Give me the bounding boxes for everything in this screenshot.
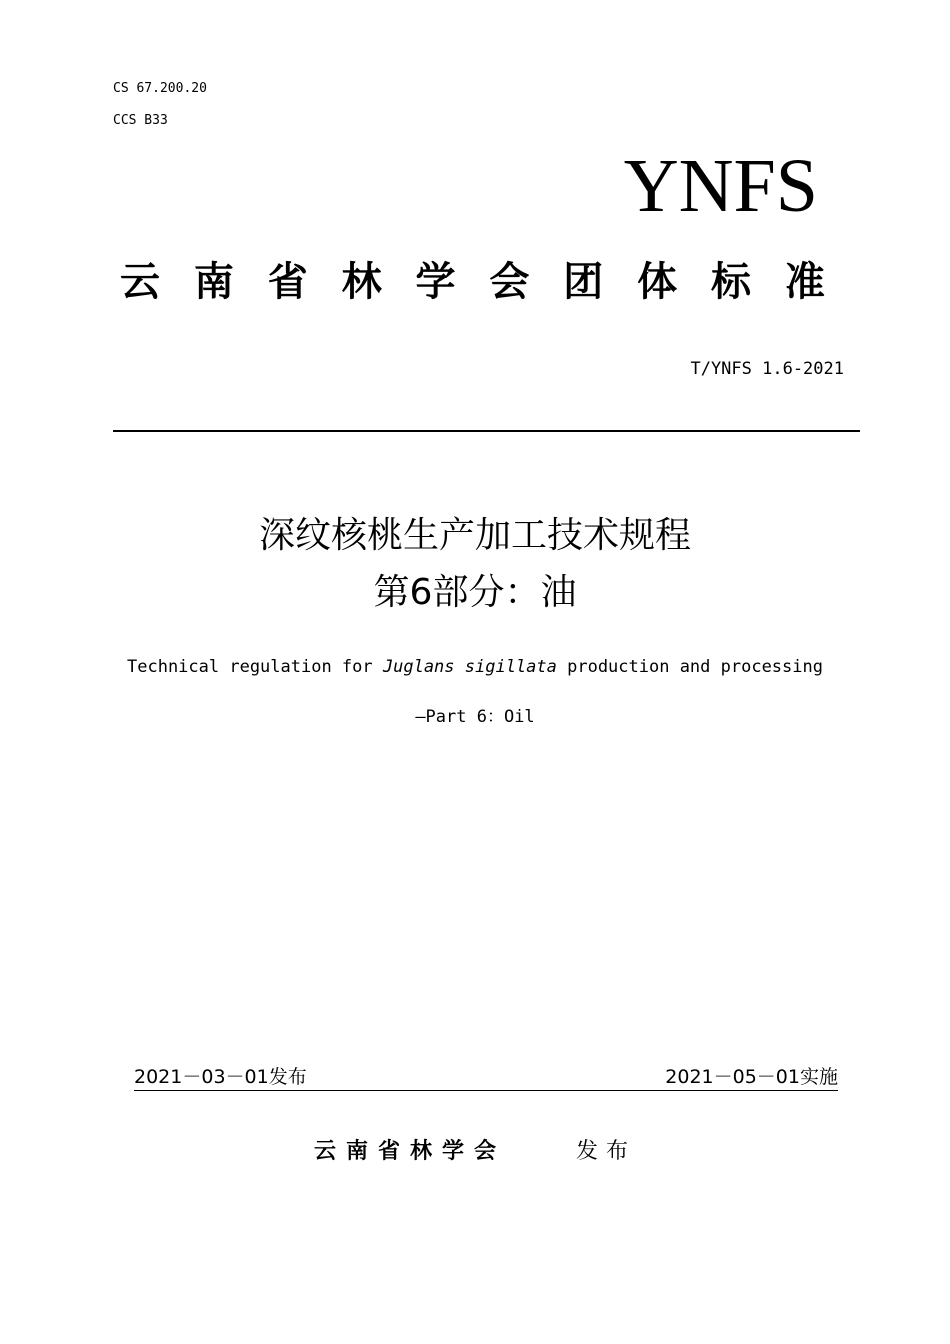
- org-title-char: 省: [267, 259, 308, 305]
- publisher-line: [0, 1134, 950, 1165]
- dates-line: [134, 1062, 838, 1091]
- document-title: 深纹核桃生产加工技术规程: [258, 515, 691, 556]
- org-title-char: 云: [120, 259, 160, 305]
- org-standard-title: [120, 259, 825, 305]
- header-rule: [113, 430, 860, 432]
- english-title-suffix: production and processing: [556, 657, 823, 677]
- standard-number: T/YNFS 1.6-2021: [690, 359, 844, 379]
- org-title-char: 团: [563, 259, 604, 305]
- ynfs-logo: YNFS: [623, 144, 818, 228]
- org-title-char: 会: [489, 259, 530, 305]
- publish-word: 发布: [576, 1139, 637, 1164]
- effective-date: 2021－05－01实施: [665, 1066, 838, 1088]
- org-title-char: 标: [711, 259, 751, 305]
- org-title-char: 准: [784, 259, 825, 305]
- english-part-title: —Part 6：Oil: [415, 707, 535, 727]
- org-title-char: 南: [193, 259, 234, 305]
- species-name: Juglans sigillata: [382, 657, 557, 677]
- org-title-char: 学: [415, 259, 456, 305]
- english-title-prefix: Technical regulation for: [127, 657, 383, 677]
- document-subtitle: 第6部分：油: [373, 572, 577, 613]
- org-title-char: 体: [637, 259, 678, 305]
- english-title: [0, 657, 950, 677]
- org-title-char: 林: [341, 259, 382, 305]
- issue-date: 2021－03－01发布: [134, 1066, 307, 1088]
- ics-code: CS 67.200.20: [113, 81, 207, 96]
- ccs-code: CCS B33: [113, 113, 168, 128]
- publisher-name: 云南省林学会: [313, 1139, 506, 1164]
